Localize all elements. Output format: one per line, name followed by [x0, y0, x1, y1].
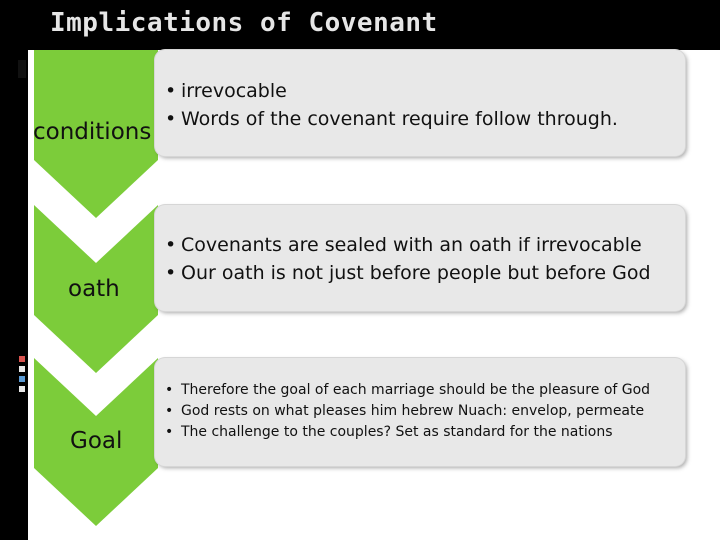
- decorative-square: [19, 356, 25, 362]
- bullet-item: • Words of the covenant require follow through.: [165, 105, 673, 133]
- decorative-square: [19, 386, 25, 392]
- row-label-conditions: conditions: [33, 119, 152, 145]
- bullet-item: • Covenants are sealed with an oath if irrevocable: [165, 231, 673, 259]
- bullet-item: • God rests on what pleases him hebrew Nuach: envelop, permeate: [165, 401, 677, 422]
- bullet-item: • irrevocable: [165, 77, 673, 105]
- slide-title: Implications of Covenant: [50, 8, 438, 38]
- decorative-square: [19, 366, 25, 372]
- row-label-goal: Goal: [70, 428, 123, 454]
- row-label-oath: oath: [68, 276, 120, 302]
- decorative-bar: [18, 60, 26, 78]
- bullet-item: • The challenge to the couples? Set as standard for the nations: [165, 422, 677, 443]
- bullet-item: • Our oath is not just before people but before God: [165, 259, 673, 287]
- decorative-square: [19, 376, 25, 382]
- bullet-box-conditions: [155, 50, 685, 156]
- bullet-box-oath: [155, 205, 685, 311]
- bullet-box-goal: [155, 358, 685, 466]
- bullet-item: • Therefore the goal of each marriage should be the pleasure of God: [165, 380, 677, 401]
